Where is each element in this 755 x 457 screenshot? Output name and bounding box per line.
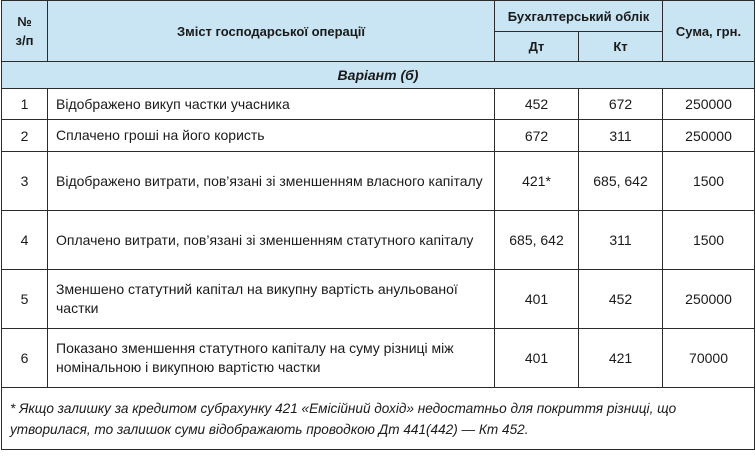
row-description: Показано зменшення статутного капіталу на суму різниці між номінальною і викупною вартістю частки	[48, 329, 495, 388]
table-row	[2, 152, 755, 211]
row-amount: 1500	[663, 211, 755, 270]
variant-label: Варіант (б)	[2, 62, 755, 89]
row-credit: 452	[579, 270, 663, 329]
row-amount: 70000	[663, 329, 755, 388]
row-credit: 311	[579, 120, 663, 152]
table-row	[2, 89, 755, 120]
row-debit: 452	[495, 89, 579, 120]
row-amount: 1500	[663, 152, 755, 211]
row-number: 1	[2, 89, 48, 120]
row-debit: 672	[495, 120, 579, 152]
row-number: 3	[2, 152, 48, 211]
row-debit: 401	[495, 270, 579, 329]
row-number: 4	[2, 211, 48, 270]
header-number-line1: №	[17, 14, 32, 29]
table-row	[2, 211, 755, 270]
header-accounting: Бухгалтерський облік	[495, 1, 663, 32]
footnote-text: * Якщо залишку за кредитом субрахунку 421 «Емісійний дохід» недостатньо для покриття різниці, що утворилася, то залишок суми відображають проводкою Дт 441(442) — Кт 452.	[2, 388, 755, 450]
table-row	[2, 329, 755, 388]
row-description: Відображено викуп частки учасника	[48, 89, 495, 120]
header-credit: Кт	[579, 32, 663, 62]
row-debit: 421*	[495, 152, 579, 211]
row-description: Зменшено статутний капітал на викупну вартість анульованої частки	[48, 270, 495, 329]
footnote-row	[2, 388, 755, 450]
accounting-entries-table	[1, 0, 755, 450]
header-number	[2, 1, 48, 62]
row-debit: 401	[495, 329, 579, 388]
table-row	[2, 270, 755, 329]
row-description: Оплачено витрати, пов’язані зі зменшенням статутного капіталу	[48, 211, 495, 270]
table-row	[2, 120, 755, 152]
row-credit: 685, 642	[579, 152, 663, 211]
header-content: Зміст господарської операції	[48, 1, 495, 62]
row-debit: 685, 642	[495, 211, 579, 270]
row-amount: 250000	[663, 89, 755, 120]
row-number: 5	[2, 270, 48, 329]
header-number-line2: з/п	[15, 33, 34, 48]
row-description: Відображено витрати, пов’язані зі зменшенням власного капіталу	[48, 152, 495, 211]
row-number: 6	[2, 329, 48, 388]
header-debit: Дт	[495, 32, 579, 62]
row-amount: 250000	[663, 270, 755, 329]
row-number: 2	[2, 120, 48, 152]
header-amount: Сума, грн.	[663, 1, 755, 62]
header-row-top	[2, 1, 755, 32]
row-credit: 311	[579, 211, 663, 270]
row-amount: 250000	[663, 120, 755, 152]
row-credit: 421	[579, 329, 663, 388]
row-description: Сплачено гроші на його користь	[48, 120, 495, 152]
row-credit: 672	[579, 89, 663, 120]
variant-row	[2, 62, 755, 89]
